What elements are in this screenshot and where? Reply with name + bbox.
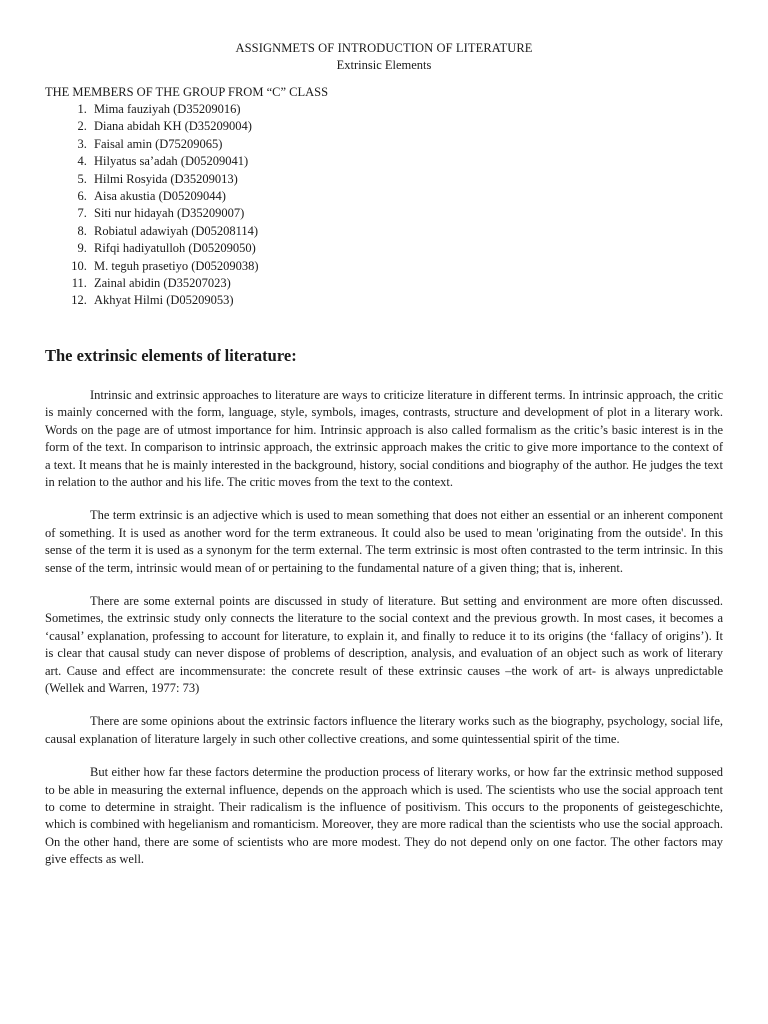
members-heading: THE MEMBERS OF THE GROUP FROM “C” CLASS — [45, 85, 329, 99]
member-item: 2. Diana abidah KH (D35209004) — [90, 118, 723, 135]
member-item: 5. Hilmi Rosyida (D35209013) — [90, 171, 723, 188]
member-item: 11. Zainal abidin (D35207023) — [90, 275, 723, 292]
section-heading: The extrinsic elements of literature: — [45, 345, 297, 365]
member-item: 4. Hilyatus sa’adah (D05209041) — [90, 153, 723, 170]
member-item: 9. Rifqi hadiyatulloh (D05209050) — [90, 240, 723, 257]
member-item: 12. Akhyat Hilmi (D05209053) — [90, 292, 723, 309]
document-subtitle: Extrinsic Elements — [336, 58, 432, 72]
paragraph: There are some opinions about the extrinsic factors influence the literary works such as the biography, psychology, social life, causal explanation of literature largely in such other collective creations, and some quintessential spirit of the time. — [45, 714, 723, 746]
paragraph: Intrinsic and extrinsic approaches to literature are ways to criticize literature in different terms. In intrinsic approach, the critic is mainly concerned with the form, language, style, symbols, images, contrasts, structure and development of plot in a literary work. Words on the page are of utmost importance for him. Intrinsic approach is also called formalism as the critic’s basic interest is in the form of the text. In comparison to intrinsic approach, the extrinsic approach makes the critic to give more importance to the context of a text. It means that he is mainly interested in the background, history, social conditions and biography of the author. He judges the text in relation to the author and his life. The critic moves from the text to the context. — [45, 387, 723, 489]
member-item: 8. Robiatul adawiyah (D05208114) — [90, 223, 723, 240]
member-item: 6. Aisa akustia (D05209044) — [90, 188, 723, 205]
document-title: ASSIGNMETS OF INTRODUCTION OF LITERATURE — [235, 41, 533, 55]
paragraph: The term extrinsic is an adjective which is used to mean something that does not either an essential or an inherent component of something. It is used as another word for the term extraneous. It could also be used to mean 'originating from the outside'. In this sense of the term it is used as a synonym for the term external. The term extrinsic is most often contrasted to the term intrinsic. In this sense of the term, intrinsic would mean of or pertaining to the fundamental nature of a given thing; that is, inherent. — [45, 508, 723, 575]
paragraph: But either how far these factors determine the production process of literary works, or how far the extrinsic method supposed to be able in measuring the external influence, depends on the approach which is used. The scientists who use the social approach tent to come to determine in straight. Their radicalism is the influence of positivism. This occurs to the proponents of geistegeschichte, which is combined with hegelianism and romanticism. Moreover, they are more radical than the scientists who use the social approach. On the other hand, there are some of scientists who are more modest. They do not depend only on one factor. The other factors may give effects as well. — [45, 765, 723, 867]
members-list — [45, 101, 723, 310]
member-item: 3. Faisal amin (D75209065) — [90, 136, 723, 153]
member-item: 7. Siti nur hidayah (D35209007) — [90, 205, 723, 222]
member-item: 10. M. teguh prasetiyo (D05209038) — [90, 258, 723, 275]
member-item: 1. Mima fauziyah (D35209016) — [90, 101, 723, 118]
document-page — [45, 40, 723, 885]
paragraph: There are some external points are discussed in study of literature. But setting and environment are more often discussed. Sometimes, the extrinsic study only connects the literature to the social context and the previous growth. In most cases, it becomes a ‘causal’ explanation, professing to account for literature, to explain it, and finally to reduce it to its origins (the ‘fallacy of origins’). It is clear that causal study can never dispose of problems of description, analysis, and evaluation of an object such as work of literary art. Cause and effect are incommensurate: the concrete result of these extrinsic causes –the work of art- is always unpredictable (Wellek and Warren, 1977: 73) — [45, 593, 723, 695]
